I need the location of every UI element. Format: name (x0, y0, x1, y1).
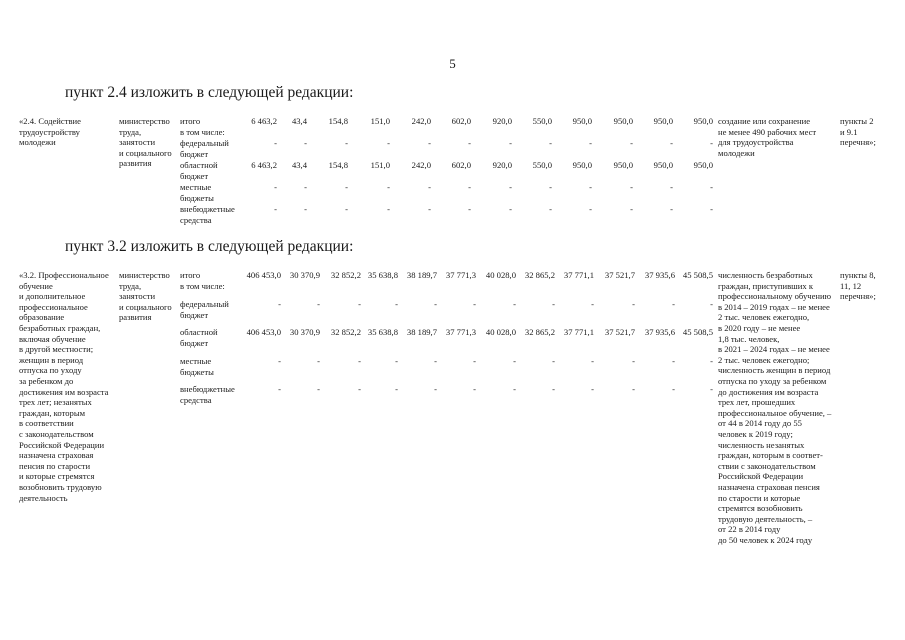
funding-value-cell: 32 852,2 (330, 327, 361, 337)
funding-value-cell: 43,4 (291, 160, 307, 170)
funding-value-cell: 37 771,1 (563, 327, 594, 337)
funding-value-cell: 35 638,8 (367, 327, 398, 337)
measure-name-line: образование (19, 312, 65, 323)
funding-value-cell: - (552, 356, 555, 366)
section-3-2-heading: пункт 3.2 изложить в следующей редакции: (65, 238, 354, 255)
funding-value-cell: - (591, 356, 594, 366)
funding-value-cell: - (345, 182, 348, 192)
expected-result-line: назначена страховая пенсия (718, 482, 820, 492)
measure-name-line: и которые стремятся (19, 471, 95, 482)
funding-source-label: внебюджетные (180, 384, 235, 394)
funding-source-label: бюджет (180, 309, 209, 320)
funding-value-cell: - (710, 138, 713, 148)
measure-name-line: женщин в период (19, 354, 84, 365)
funding-value-cell: 406 453,0 (246, 327, 281, 337)
funding-value-cell: - (630, 204, 633, 214)
funding-value-cell: 30 370,9 (289, 270, 320, 280)
expected-result-line: до 50 человек к 2024 году (718, 535, 813, 545)
funding-value-cell: - (395, 299, 398, 309)
measure-name-line: возобновить трудовую (19, 482, 102, 492)
funding-value-cell: - (274, 182, 277, 192)
reference-line: 11, 12 (840, 280, 862, 291)
executor-line: занятости (119, 137, 156, 148)
funding-source-label: средства (180, 394, 212, 405)
funding-value-cell: - (345, 138, 348, 148)
measure-name-line: и дополнительное (19, 291, 86, 302)
measure-name-line: пенсия по старости (19, 460, 91, 471)
funding-source-label: средства (180, 214, 212, 225)
expected-result-line: в 2014 – 2019 годах – не менее (718, 301, 830, 312)
funding-value-cell: - (630, 138, 633, 148)
funding-source-label: внебюджетные (180, 204, 235, 214)
executor-line: и социального (119, 147, 172, 158)
funding-value-cell: - (278, 356, 281, 366)
expected-result-line: от 22 в 2014 году (718, 524, 781, 535)
funding-value-cell: - (670, 138, 673, 148)
funding-source-label: бюджеты (180, 366, 214, 377)
funding-value-cell: - (473, 299, 476, 309)
funding-value-cell: - (632, 356, 635, 366)
funding-value-cell: 406 453,0 (246, 270, 281, 280)
funding-value-cell: - (345, 204, 348, 214)
funding-value-cell: 242,0 (411, 160, 431, 170)
funding-source-label: бюджет (180, 170, 209, 181)
funding-value-cell: - (274, 204, 277, 214)
funding-value-cell: 151,0 (370, 116, 390, 126)
funding-value-cell: - (672, 384, 675, 394)
funding-value-cell: - (591, 299, 594, 309)
funding-value-cell: 950,0 (613, 116, 633, 126)
reference-line: перечня»; (840, 137, 876, 148)
funding-value-cell: - (304, 138, 307, 148)
expected-result-line: трех лет, прошедших (718, 397, 796, 408)
funding-value-cell: - (395, 384, 398, 394)
funding-source-label: в том числе: (180, 280, 225, 291)
funding-value-cell: - (710, 384, 713, 394)
funding-value-cell: 45 508,5 (682, 270, 713, 280)
funding-value-cell: 35 638,8 (367, 270, 398, 280)
funding-value-cell: - (670, 182, 673, 192)
funding-value-cell: 602,0 (451, 116, 471, 126)
funding-source-label: бюджеты (180, 192, 214, 203)
funding-value-cell: - (434, 299, 437, 309)
funding-source-label: итого (180, 270, 201, 280)
funding-value-cell: - (304, 204, 307, 214)
measure-name-line: достижения им возраста (19, 386, 109, 397)
funding-value-cell: - (358, 384, 361, 394)
expected-result-line: до достижения им возраста (718, 386, 819, 397)
funding-source-label: областной (180, 160, 218, 170)
measure-name-line: молодежи (19, 137, 56, 148)
measure-name-line: профессиональное (19, 301, 88, 312)
expected-result-line: 2 тыс. человек ежегодно, (718, 312, 810, 323)
funding-value-cell: 32 852,2 (330, 270, 361, 280)
funding-value-cell: 38 189,7 (406, 270, 437, 280)
funding-value-cell: 37 771,1 (563, 270, 594, 280)
funding-value-cell: 950,0 (693, 116, 713, 126)
funding-value-cell: 32 865,2 (524, 270, 555, 280)
funding-value-cell: 43,4 (291, 116, 307, 126)
expected-result-line: создание или сохранение (718, 116, 811, 126)
funding-value-cell: 602,0 (451, 160, 471, 170)
funding-value-cell: 920,0 (492, 160, 512, 170)
executor-line: развития (119, 158, 152, 169)
funding-value-cell: - (317, 356, 320, 366)
funding-value-cell: - (317, 299, 320, 309)
funding-value-cell: 37 935,6 (644, 270, 675, 280)
funding-source-label: областной (180, 327, 218, 337)
executor-line: труда, (119, 280, 142, 291)
funding-value-cell: - (304, 182, 307, 192)
expected-result-line: численность незанятых (718, 439, 805, 450)
funding-value-cell: - (387, 138, 390, 148)
funding-value-cell: 37 935,6 (644, 327, 675, 337)
expected-result-line: трудовую деятельность, – (718, 513, 813, 524)
funding-value-cell: - (552, 299, 555, 309)
section-2-4-heading: пункт 2.4 изложить в следующей редакции: (65, 84, 354, 101)
funding-value-cell: - (632, 299, 635, 309)
funding-value-cell: - (358, 356, 361, 366)
funding-value-cell: - (632, 384, 635, 394)
expected-result-line: молодежи (718, 147, 755, 158)
measure-name-line: назначена страховая (19, 450, 94, 461)
funding-value-cell: 37 521,7 (604, 270, 635, 280)
expected-result-line: не менее 490 рабочих мест (718, 126, 817, 137)
funding-value-cell: 950,0 (653, 160, 673, 170)
measure-name-line: граждан, которым (19, 407, 86, 418)
funding-value-cell: 950,0 (572, 116, 592, 126)
funding-value-cell: 37 771,3 (445, 327, 476, 337)
funding-value-cell: 550,0 (532, 160, 552, 170)
funding-value-cell: - (358, 299, 361, 309)
funding-value-cell: 550,0 (532, 116, 552, 126)
funding-value-cell: - (513, 384, 516, 394)
measure-name-line: трудоустройству (19, 126, 80, 137)
funding-value-cell: - (387, 204, 390, 214)
expected-result-line: в 2021 – 2024 годах – не менее (718, 344, 830, 355)
funding-value-cell: 151,0 (370, 160, 390, 170)
expected-result-line: профессиональное обучение, – (718, 407, 832, 418)
funding-value-cell: - (710, 299, 713, 309)
funding-value-cell: 38 189,7 (406, 327, 437, 337)
funding-value-cell: 950,0 (613, 160, 633, 170)
measure-name-line: включая обучение (19, 333, 86, 344)
funding-value-cell: - (278, 299, 281, 309)
expected-result-line: ствии с законодательством (718, 460, 816, 471)
funding-value-cell: - (468, 204, 471, 214)
executor-line: развития (119, 312, 152, 323)
funding-value-cell: - (672, 299, 675, 309)
funding-value-cell: - (589, 204, 592, 214)
measure-name-line: Российской Федерации (19, 439, 105, 450)
funding-value-cell: 950,0 (572, 160, 592, 170)
funding-value-cell: - (509, 204, 512, 214)
funding-value-cell: - (513, 299, 516, 309)
funding-value-cell: - (428, 204, 431, 214)
funding-value-cell: - (274, 138, 277, 148)
funding-value-cell: 6 463,2 (251, 160, 277, 170)
funding-value-cell: - (468, 182, 471, 192)
funding-value-cell: 32 865,2 (524, 327, 555, 337)
expected-result-line: профессиональному обучению (718, 291, 832, 302)
measure-name-line: трех лет; незанятых (19, 397, 92, 408)
expected-result-line: человек к 2019 году; (718, 429, 793, 439)
measure-name-line: безработных граждан, (19, 323, 101, 333)
funding-source-label: местные (180, 182, 212, 192)
funding-value-cell: 40 028,0 (485, 270, 516, 280)
funding-value-cell: - (395, 356, 398, 366)
measure-name-line: в соответствии (19, 418, 74, 429)
expected-result-line: для трудоустройства (718, 137, 794, 148)
funding-value-cell: - (434, 356, 437, 366)
funding-value-cell: - (549, 138, 552, 148)
expected-result-line: отпуска по уходу за ребенком (718, 376, 827, 386)
funding-value-cell: - (549, 204, 552, 214)
expected-result-line: от 44 в 2014 году до 55 (718, 418, 802, 429)
funding-value-cell: 154,8 (328, 160, 348, 170)
funding-value-cell: - (509, 182, 512, 192)
reference-line: перечня»; (840, 291, 876, 302)
executor-line: занятости (119, 291, 156, 302)
funding-value-cell: - (317, 384, 320, 394)
funding-value-cell: 950,0 (693, 160, 713, 170)
funding-value-cell: - (278, 384, 281, 394)
funding-value-cell: 37 521,7 (604, 327, 635, 337)
funding-source-label: бюджет (180, 337, 209, 348)
funding-value-cell: - (710, 182, 713, 192)
funding-value-cell: - (434, 384, 437, 394)
expected-result-line: Российской Федерации (718, 471, 804, 482)
funding-value-cell: 45 508,5 (682, 327, 713, 337)
funding-source-label: местные (180, 356, 212, 366)
measure-name-line: «2.4. Содействие (19, 116, 81, 126)
measure-name-line: с законодательством (19, 429, 94, 439)
expected-result-line: граждан, которым в соответ- (718, 450, 823, 461)
funding-value-cell: - (387, 182, 390, 192)
funding-value-cell: 920,0 (492, 116, 512, 126)
funding-value-cell: - (670, 204, 673, 214)
funding-value-cell: - (428, 182, 431, 192)
funding-value-cell: - (473, 384, 476, 394)
expected-result-line: в 2020 году – не менее (718, 323, 801, 333)
expected-result-line: численность женщин в период (718, 365, 831, 376)
funding-value-cell: 950,0 (653, 116, 673, 126)
funding-value-cell: - (552, 384, 555, 394)
funding-value-cell: 242,0 (411, 116, 431, 126)
funding-value-cell: - (509, 138, 512, 148)
expected-result-line: численность безработных (718, 270, 813, 280)
funding-value-cell: - (513, 356, 516, 366)
funding-value-cell: 154,8 (328, 116, 348, 126)
executor-line: министерство (119, 270, 170, 280)
funding-source-label: в том числе: (180, 126, 225, 137)
measure-name-line: «3.2. Профессиональное (19, 270, 109, 280)
reference-line: пункты 8, (840, 270, 876, 280)
funding-value-cell: - (672, 356, 675, 366)
funding-value-cell: - (428, 138, 431, 148)
executor-line: министерство (119, 116, 170, 126)
executor-line: и социального (119, 301, 172, 312)
executor-line: труда, (119, 126, 142, 137)
funding-value-cell: 37 771,3 (445, 270, 476, 280)
funding-value-cell: - (589, 138, 592, 148)
funding-value-cell: - (589, 182, 592, 192)
measure-name-line: за ребенком до (19, 376, 74, 386)
funding-value-cell: - (549, 182, 552, 192)
expected-result-line: граждан, приступивших к (718, 280, 813, 291)
funding-source-label: федеральный (180, 138, 229, 148)
expected-result-line: 1,8 тыс. человек, (718, 333, 780, 344)
funding-source-label: бюджет (180, 148, 209, 159)
expected-result-line: 2 тыс. человек ежегодно; (718, 354, 810, 365)
funding-value-cell: - (473, 356, 476, 366)
funding-value-cell: - (591, 384, 594, 394)
funding-value-cell: 6 463,2 (251, 116, 277, 126)
funding-source-label: федеральный (180, 299, 229, 309)
funding-value-cell: - (710, 204, 713, 214)
funding-value-cell: - (710, 356, 713, 366)
funding-value-cell: - (468, 138, 471, 148)
funding-source-label: итого (180, 116, 201, 126)
measure-name-line: в другой местности; (19, 344, 94, 355)
expected-result-line: по старости и которые (718, 492, 801, 503)
reference-line: и 9.1 (840, 126, 858, 137)
measure-name-line: деятельность (19, 492, 68, 503)
funding-value-cell: 40 028,0 (485, 327, 516, 337)
page-number: 5 (449, 56, 456, 71)
measure-name-line: отпуска по уходу (19, 365, 82, 376)
funding-value-cell: - (630, 182, 633, 192)
measure-name-line: обучение (19, 280, 53, 291)
reference-line: пункты 2 (840, 116, 874, 126)
funding-value-cell: 30 370,9 (289, 327, 320, 337)
expected-result-line: стремятся возобновить (718, 503, 803, 514)
